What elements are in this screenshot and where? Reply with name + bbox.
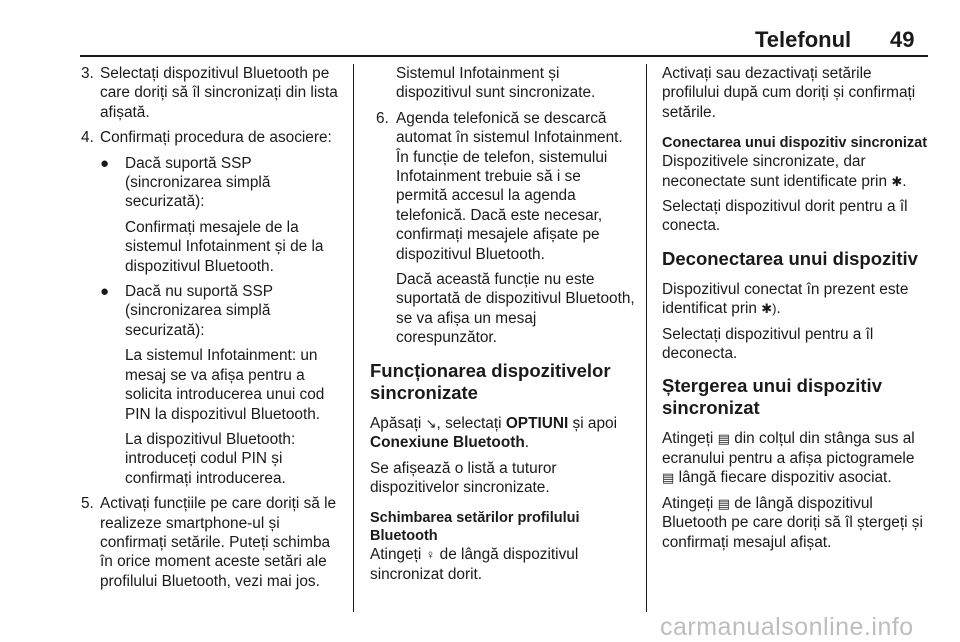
text: de lângă dispozitivul Bluetooth pe care doriți să îl ștergeți și confirmați mesajul afișat.: [662, 494, 923, 551]
trash-icon: ▤: [717, 495, 730, 511]
step-text: Agenda telefonică se descarcă automat în sistemul Infotainment. În funcție de telefon, sistemului Infotainment trebuie să i se permită accesul la agenda telefonică. Dacă este necesar, confirmați mesajele afișate pe dispozitivul Bluetooth.: [396, 109, 623, 263]
bluetooth-disconnected-icon: ✱: [891, 173, 903, 189]
list-item-step-4: [81, 128, 343, 147]
bullet-text: Dacă suportă SSP (sincronizarea simplă securizată):: [125, 154, 271, 211]
bullet-sub-text: La sistemul Infotainment: un mesaj se va afișa pentru a solicita introducerea unui cod PIN la dispozitivul Bluetooth.: [125, 347, 325, 423]
options-label: OPTIUNI: [505, 414, 569, 432]
section-heading: Funcționarea dispozitivelor sincronizate: [370, 359, 611, 403]
bluetooth-connection-label: Conexiune Bluetooth: [370, 434, 525, 452]
paragraph: [662, 280, 930, 319]
step-continuation-text: Sistemul Infotainment și dispozitivul sunt sincronizate.: [396, 65, 596, 102]
paragraph: [662, 494, 930, 552]
text: Atingeți: [662, 430, 714, 448]
text: Atingeți: [662, 494, 714, 512]
header-divider: [80, 55, 928, 57]
paragraph: Activați sau dezactivați setările profilului după cum doriți și confirmați setările.: [662, 65, 916, 121]
text: .: [524, 434, 530, 452]
bullet-dot-icon: ●: [100, 154, 110, 172]
column-divider-right: [646, 64, 647, 612]
paragraph: [662, 152, 930, 191]
profile-settings-icon: ♀: [425, 547, 436, 563]
section-heading: Ștergerea unui dispozitiv sincronizat: [662, 375, 882, 419]
trash-icon: ▤: [662, 470, 675, 486]
text: Apăsați: [370, 414, 422, 432]
step-number: 3.: [81, 65, 94, 82]
list-item-step-5: [81, 494, 343, 591]
paragraph: Selectați dispozitivul dorit pentru a îl conecta.: [662, 198, 908, 235]
page-header-title: Telefonul: [755, 27, 852, 52]
paragraph: [662, 429, 930, 487]
text: din colțul din stânga sus al ecranului pentru a afișa pictogramele: [662, 430, 915, 467]
subsection-heading: Schimbarea setărilor profilului Bluetooth: [370, 510, 580, 545]
subsection-heading: Conectarea unui dispozitiv sincronizat: [662, 135, 928, 152]
step-sub-text: Dacă această funcție nu este suportată de dispozitivul Bluetooth, se va afișa un mesaj corespunzător.: [396, 271, 635, 347]
watermark-text: carmanualsonline.info: [660, 613, 914, 641]
bullet-item: [81, 282, 343, 340]
paragraph: Se afișează o listă a tuturor dispozitivelor sincronizate.: [370, 459, 557, 496]
paragraph: Selectați dispozitivul pentru a îl deconecta.: [662, 325, 874, 363]
step-number: 6.: [376, 109, 389, 127]
text: Dispozitivul conectat în prezent este identificat prin: [662, 280, 909, 318]
trash-icon: ▤: [717, 431, 730, 447]
text: de lângă dispozitivul sincronizat dorit.: [370, 546, 579, 583]
list-item-step-3: [81, 64, 343, 122]
step-text: Selectați dispozitivul Bluetooth pe care doriți să îl sincronizați din lista afișată.: [100, 65, 338, 121]
text: .: [902, 172, 907, 190]
text: , selectați: [436, 414, 502, 432]
text: Atingeți: [370, 546, 422, 564]
paragraph: [370, 414, 636, 453]
list-item-step-6: [370, 109, 636, 264]
text: Dispozitivele sincronizate, dar neconectate sunt identificate prin: [662, 153, 888, 190]
bluetooth-connected-icon: ✱): [761, 301, 777, 317]
bullet-dot-icon: ●: [100, 283, 110, 301]
text: lângă fiecare dispozitiv asociat.: [678, 469, 892, 487]
step-text: Confirmați procedura de asociere:: [100, 129, 332, 147]
column-3: [662, 64, 930, 552]
bullet-text: Dacă nu suportă SSP (sincronizarea simplă securizată):: [125, 283, 273, 339]
text: .: [776, 300, 781, 318]
bullet-item: [81, 154, 343, 212]
bullet-sub-text: Confirmați mesajele de la sistemul Infotainment și de la dispozitivul Bluetooth.: [125, 218, 324, 275]
section-heading: Deconectarea unui dispozitiv: [662, 247, 918, 269]
column-divider-left: [353, 64, 354, 612]
phone-icon: ↘: [425, 415, 437, 431]
column-2: [370, 64, 636, 584]
step-text: Activați funcțiile pe care doriți să le realizeze smartphone-ul și confirmați setările. Puteți schimba în orice moment aceste setări ale profilului Bluetooth, vezi mai jos.: [100, 495, 337, 590]
bullet-sub-text: La dispozitivul Bluetooth: introduceți codul PIN și confirmați introducerea.: [125, 430, 296, 487]
column-1: [81, 64, 343, 591]
paragraph: [370, 545, 636, 584]
step-number: 4.: [81, 129, 94, 147]
step-number: 5.: [81, 495, 94, 513]
text: și apoi: [572, 414, 618, 432]
page-number: 49: [890, 27, 915, 52]
